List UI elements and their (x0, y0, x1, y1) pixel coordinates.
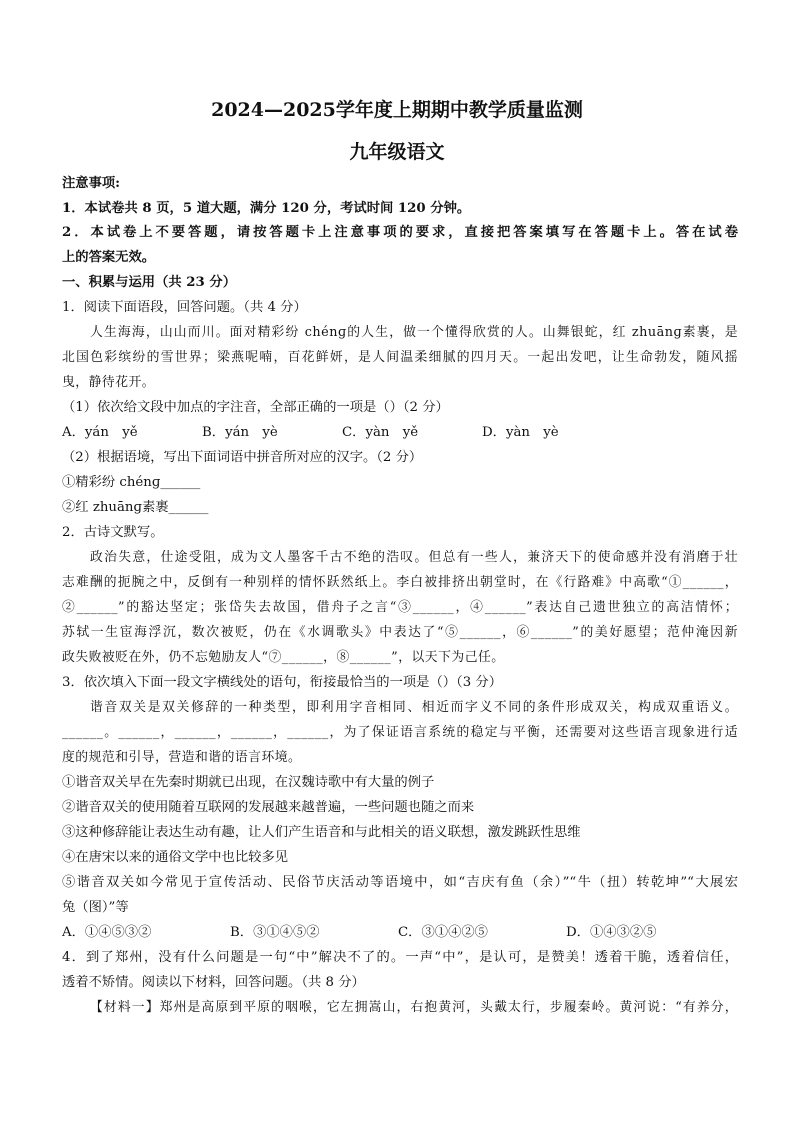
q4-stem-line-1: 4．到了郑州，没有什么问题是一句“中”解决不了的。一声“中”，是认可，是赞美！透着干脆，透着信任， (62, 950, 738, 965)
q1-option-a[interactable]: A．yán yě (62, 425, 138, 440)
q2-line-4[interactable]: 苏轼一生宦海浮沉，数次被贬，仍在《水调歌头》中表达了“⑤______，⑥______”的美好愿望；范仲淹因新 (62, 625, 738, 640)
q1-option-b[interactable]: B．yán yè (202, 425, 278, 440)
q1-options (62, 421, 738, 445)
q1-passage-line-1: 人生海海，山山而川。面对精彩纷 chénɡ的人生，做一个懂得欣赏的人。山舞银蛇，红 zhuānɡ素裹，是 (90, 325, 738, 340)
q3-option-c[interactable]: C．③①④②⑤ (398, 925, 488, 940)
q1-sub-question-2: （2）根据语境，写出下面词语中拼音所对应的汉字。（2 分） (62, 450, 423, 465)
q3-option-d[interactable]: D．①④③②⑤ (566, 925, 657, 940)
q1-blank-1[interactable]: ①精彩纷 chénɡ______ (62, 475, 201, 490)
q3-sentence-2: ②谐音双关的使用随着互联网的发展越来越普遍，一些问题也随之而来 (62, 800, 475, 815)
q2-line-5[interactable]: 政失败被贬在外，仍不忘勉励友人“⑦______，⑧______”，以天下为己任。 (62, 650, 505, 665)
q2-stem: 2．古诗文默写。 (62, 525, 164, 540)
q3-line-2[interactable]: ______。______，______，______，______，为了保证语言系统的稳定与平衡，还需要对这些语言现象进行适 (62, 725, 738, 740)
q3-option-b[interactable]: B．③①④⑤② (230, 925, 320, 940)
q3-sentence-3: ③这种修辞能让表达生动有趣，让人们产生语音和与此相关的语义联想，激发跳跃性思维 (62, 825, 581, 840)
q3-line-1: 谐音双关是双关修辞的一种类型，即利用字音相同、相近而字义不同的条件形成双关，构成双重语义。 (90, 700, 738, 715)
q3-sentence-1: ①谐音双关早在先秦时期就已出现，在汉魏诗歌中有大量的例子 (62, 775, 435, 790)
q2-line-1: 政治失意，仕途受阻，成为文人墨客千古不绝的浩叹。但总有一些人，兼济天下的使命感并没有消磨于壮 (90, 550, 738, 565)
q1-passage-line-3: 曳，静待花开。 (62, 375, 156, 390)
notice-item-2-line-1: 2．本试卷上不要答题，请按答题卡上注意事项的要求，直接把答案填写在答题卡上。答在试卷 (62, 225, 738, 240)
q1-passage-line-2: 北国色彩缤纷的雪世界；梁燕呢喃，百花鲜妍，是人间温柔细腻的四月天。一起出发吧，让生命勃发，随风摇 (62, 350, 738, 365)
q4-stem-line-2: 透着不矫情。阅读以下材料，回答问题。（共 8 分） (62, 975, 365, 990)
q3-line-3: 度的规范和引导，营造和谐的语言环境。 (62, 750, 302, 765)
q1-blank-2[interactable]: ②红 zhuānɡ素裹______ (62, 500, 209, 515)
q1-option-c[interactable]: C．yàn yě (342, 425, 419, 440)
q3-sentence-5-line-1: ⑤谐音双关如今常见于宣传活动、民俗节庆活动等语境中，如“吉庆有鱼（余）”“牛（扭）转乾坤”“大展宏 (62, 875, 738, 890)
notice-item-1: 1．本试卷共 8 页，5 道大题，满分 120 分，考试时间 120 分钟。 (62, 201, 471, 216)
q3-sentence-5-line-2: 兔（图）”等 (62, 900, 129, 915)
q3-sentence-4: ④在唐宋以来的通俗文学中也比较多见 (62, 850, 289, 865)
notice-heading: 注意事项: (62, 176, 121, 191)
q1-stem: 1．阅读下面语段，回答问题。（共 4 分） (62, 300, 307, 315)
q3-options (62, 921, 738, 945)
q2-line-2[interactable]: 志难酬的扼腕之中，反倒有一种别样的情怀跃然纸上。李白被排挤出朝堂时，在《行路难》中高歌“①______， (62, 575, 738, 590)
exam-title: 2024—2025学年度上期期中教学质量监测 (211, 99, 583, 121)
q3-option-a[interactable]: A．①④⑤③② (62, 925, 152, 940)
section-1-heading: 一、积累与运用（共 23 分） (62, 275, 237, 290)
q3-stem: 3．依次填入下面一段文字横线处的语句，衔接最恰当的一项是（）（3 分） (62, 675, 502, 690)
exam-subtitle: 九年级语文 (349, 141, 445, 163)
q4-material-1: 【材料一】郑州是高原到平原的咽喉，它左拥嵩山，右抱黄河，头戴太行，步履秦岭。黄河说：“有养分， (90, 1000, 738, 1015)
q1-option-d[interactable]: D．yàn yè (482, 425, 559, 440)
notice-item-2-line-2: 上的答案无效。 (62, 250, 156, 265)
q2-line-3[interactable]: ②______”的豁达坚定；张岱失去故国，借舟子之言“③______，④______”表达自己遗世独立的高洁情怀； (62, 600, 738, 615)
q1-sub-question-1: （1）依次给文段中加点的字注音，全部正确的一项是（）（2 分） (62, 400, 449, 415)
